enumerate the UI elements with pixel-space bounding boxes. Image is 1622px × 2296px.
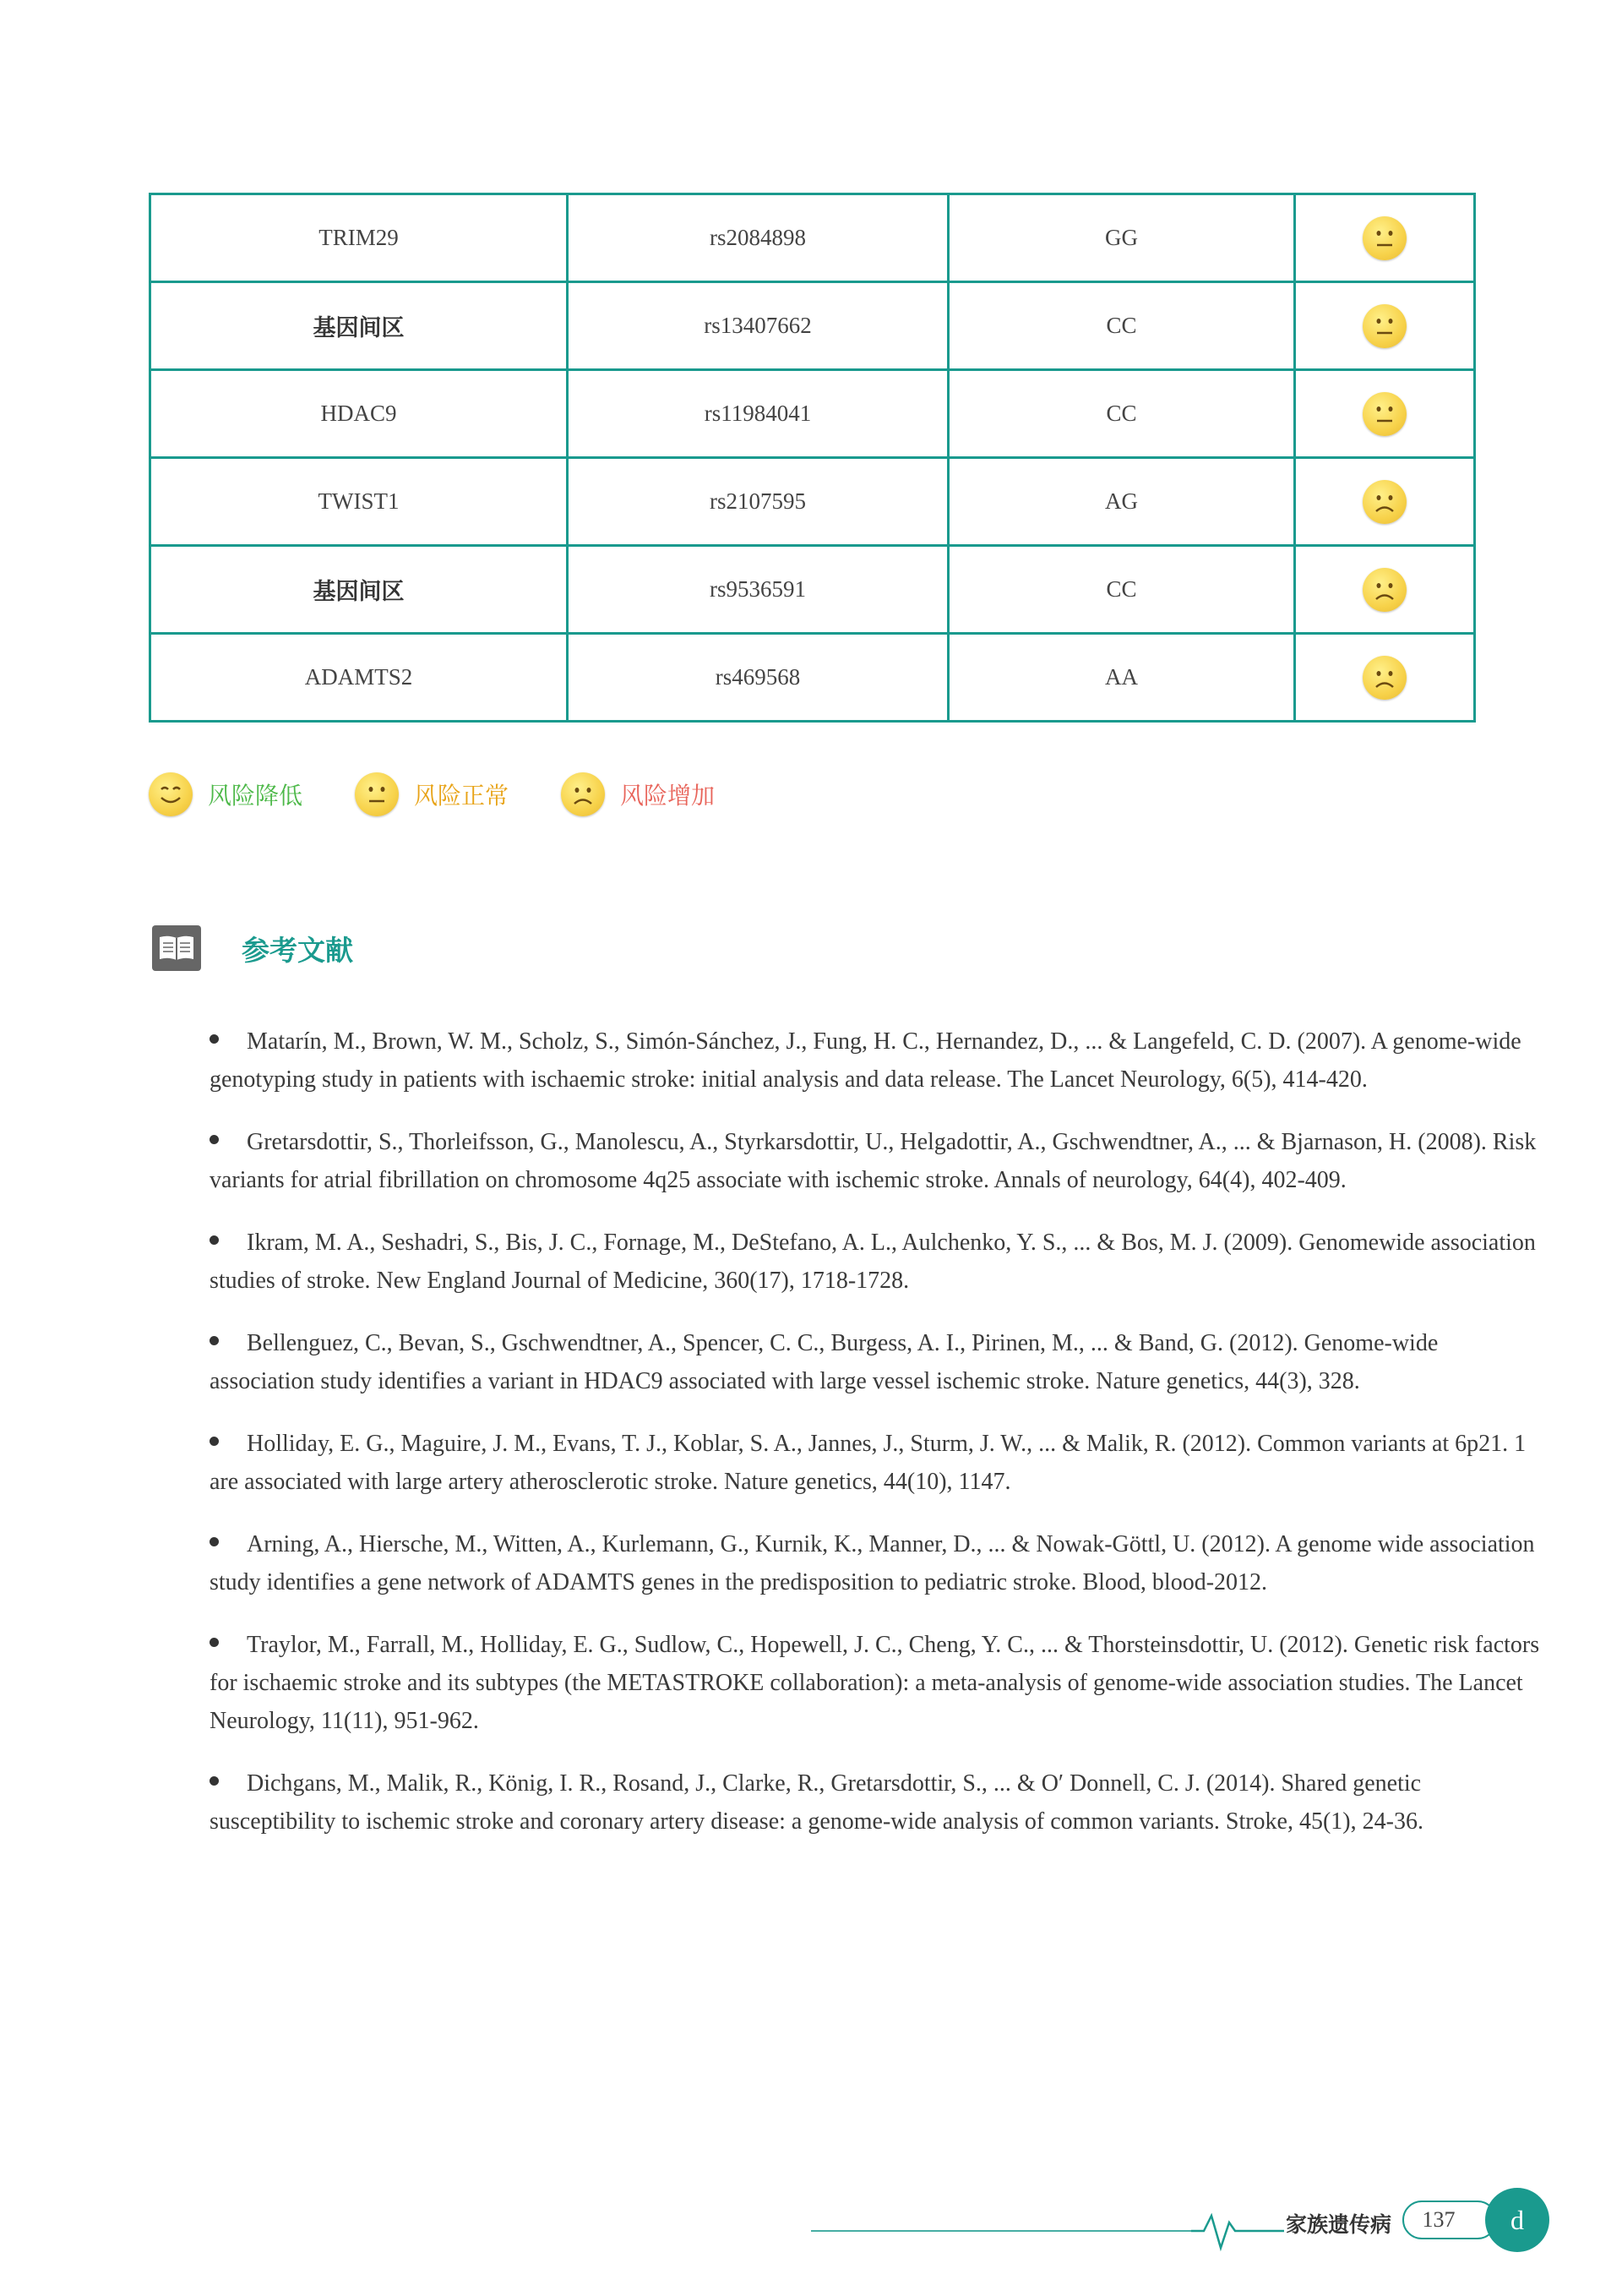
- table-row: [150, 282, 1475, 370]
- genotype-cell: GG: [949, 194, 1295, 282]
- genotype-cell: CC: [949, 370, 1295, 458]
- smile-face-icon: [149, 772, 193, 816]
- reference-text: Bellenguez, C., Bevan, S., Gschwendtner, A., Spencer, C. C., Burgess, A. I., Pirinen, M., ... & Band, G. (2012). Genome-wide association study identifies a variant in HDAC9 associated with large vessel ischemic stroke. Nature genetics, 44(3), 328.: [210, 1330, 1439, 1394]
- bullet-icon: [210, 1235, 219, 1245]
- legend-lower-risk: [149, 769, 302, 820]
- snp-cell: rs469568: [568, 634, 949, 722]
- bullet-icon: [210, 1776, 219, 1786]
- page-badge: d: [1485, 2188, 1549, 2252]
- reference-text: Dichgans, M., Malik, R., König, I. R., Rosand, J., Clarke, R., Gretarsdottir, S., ... & O′ Donnell, C. J. (2014). Shared genetic susceptibility to ischemic stroke and coronary artery disease: a genome-wide analysis of common variants. Stroke, 45(1), 24-36.: [210, 1770, 1423, 1835]
- risk-cell: [1295, 458, 1475, 546]
- table-row: [150, 458, 1475, 546]
- bullet-icon: [210, 1437, 219, 1446]
- genotype-cell: CC: [949, 546, 1295, 634]
- legend-higher-risk: [561, 769, 715, 820]
- sad-face-icon: [1363, 480, 1407, 524]
- table-row: [150, 546, 1475, 634]
- reference-text: Traylor, M., Farrall, M., Holliday, E. G., Sudlow, C., Hopewell, J. C., Cheng, Y. C., ... & Thorsteinsdottir, U. (2012). Genetic risk factors for ischaemic stroke and its subtypes (the METASTROKE collaboration): a meta-analysis of genome-wide association studies. The Lancet Neurology, 11(11), 951-962.: [210, 1632, 1540, 1734]
- risk-cell: [1295, 634, 1475, 722]
- genotype-cell: AG: [949, 458, 1295, 546]
- snp-cell: rs11984041: [568, 370, 949, 458]
- reference-text: Gretarsdottir, S., Thorleifsson, G., Manolescu, A., Styrkarsdottir, U., Helgadottir, A., Gschwendtner, A., ... & Bjarnason, H. (2008). Risk variants for atrial fibrillation on chromosome 4q25 associate with ischemic stroke. Annals of neurology, 64(4), 402-409.: [210, 1129, 1537, 1193]
- snp-cell: rs2084898: [568, 194, 949, 282]
- snp-cell: rs2107595: [568, 458, 949, 546]
- sad-face-icon: [561, 772, 605, 816]
- risk-cell: [1295, 546, 1475, 634]
- reference-item: [210, 1764, 1544, 1841]
- genotype-cell: AA: [949, 634, 1295, 722]
- neutral-face-icon: [1363, 304, 1407, 348]
- footer-title: 家族遗传病: [1286, 2212, 1392, 2237]
- reference-text: Matarín, M., Brown, W. M., Scholz, S., Simón-Sánchez, J., Fung, H. C., Hernandez, D., ... & Langefeld, C. D. (2007). A genome-wide genotyping study in patients with ischaemic stroke: initial analysis and data release. The Lancet Neurology, 6(5), 414-420.: [210, 1028, 1521, 1093]
- reference-text: Ikram, M. A., Seshadri, S., Bis, J. C., Fornage, M., DeStefano, A. L., Aulchenko, Y. S., ... & Bos, M. J. (2009). Genomewide association studies of stroke. New England Journal of Medicine, 360(17), 1718-1728.: [210, 1230, 1536, 1294]
- reference-item: [210, 1123, 1544, 1199]
- bullet-icon: [210, 1336, 219, 1345]
- reference-item: [210, 1324, 1544, 1400]
- reference-text: Arning, A., Hiersche, M., Witten, A., Kurlemann, G., Kurnik, K., Manner, D., ... & Nowak-Göttl, U. (2012). A genome wide association study identifies a gene network of ADAMTS genes in the predisposition to pediatric stroke. Blood, blood-2012.: [210, 1531, 1535, 1595]
- snp-cell: rs9536591: [568, 546, 949, 634]
- legend-lower-label: 风险降低: [208, 782, 303, 810]
- genotype-table: [149, 193, 1476, 723]
- snp-cell: rs13407662: [568, 282, 949, 370]
- gene-cell: TWIST1: [150, 458, 568, 546]
- gene-cell: 基因间区: [150, 546, 568, 634]
- bullet-icon: [210, 1537, 219, 1546]
- bullet-icon: [210, 1135, 219, 1144]
- reference-text: Holliday, E. G., Maguire, J. M., Evans, T. J., Koblar, S. A., Jannes, J., Sturm, J. W., ... & Malik, R. (2012). Common variants at 6p21. 1 are associated with large artery atherosclerotic stroke. Nature genetics, 44(10), 1147.: [210, 1431, 1527, 1495]
- legend-normal-risk: [355, 769, 509, 820]
- gene-cell: 基因间区: [150, 282, 568, 370]
- references-title: 参考文献: [242, 933, 353, 967]
- reference-item: [210, 1525, 1544, 1601]
- genotype-cell: CC: [949, 282, 1295, 370]
- reference-item: [210, 1023, 1544, 1099]
- genotype-table-body: [150, 194, 1475, 722]
- neutral-face-icon: [355, 772, 399, 816]
- reference-item: [210, 1626, 1544, 1740]
- risk-cell: [1295, 194, 1475, 282]
- reference-item: [210, 1224, 1544, 1300]
- gene-cell: HDAC9: [150, 370, 568, 458]
- legend-higher-label: 风险增加: [620, 782, 716, 810]
- bullet-icon: [210, 1638, 219, 1647]
- table-row: [150, 370, 1475, 458]
- table-row: [150, 634, 1475, 722]
- table-row: [150, 194, 1475, 282]
- risk-cell: [1295, 282, 1475, 370]
- references-header: [152, 925, 353, 971]
- neutral-face-icon: [1363, 392, 1407, 436]
- sad-face-icon: [1363, 656, 1407, 700]
- reference-list: [210, 1023, 1544, 1865]
- sad-face-icon: [1363, 568, 1407, 612]
- page-number: 137: [1402, 2201, 1497, 2239]
- legend-normal-label: 风险正常: [414, 782, 509, 810]
- gene-cell: ADAMTS2: [150, 634, 568, 722]
- neutral-face-icon: [1363, 216, 1407, 260]
- book-icon: [152, 925, 201, 971]
- reference-item: [210, 1425, 1544, 1501]
- risk-cell: [1295, 370, 1475, 458]
- gene-cell: TRIM29: [150, 194, 568, 282]
- bullet-icon: [210, 1034, 219, 1044]
